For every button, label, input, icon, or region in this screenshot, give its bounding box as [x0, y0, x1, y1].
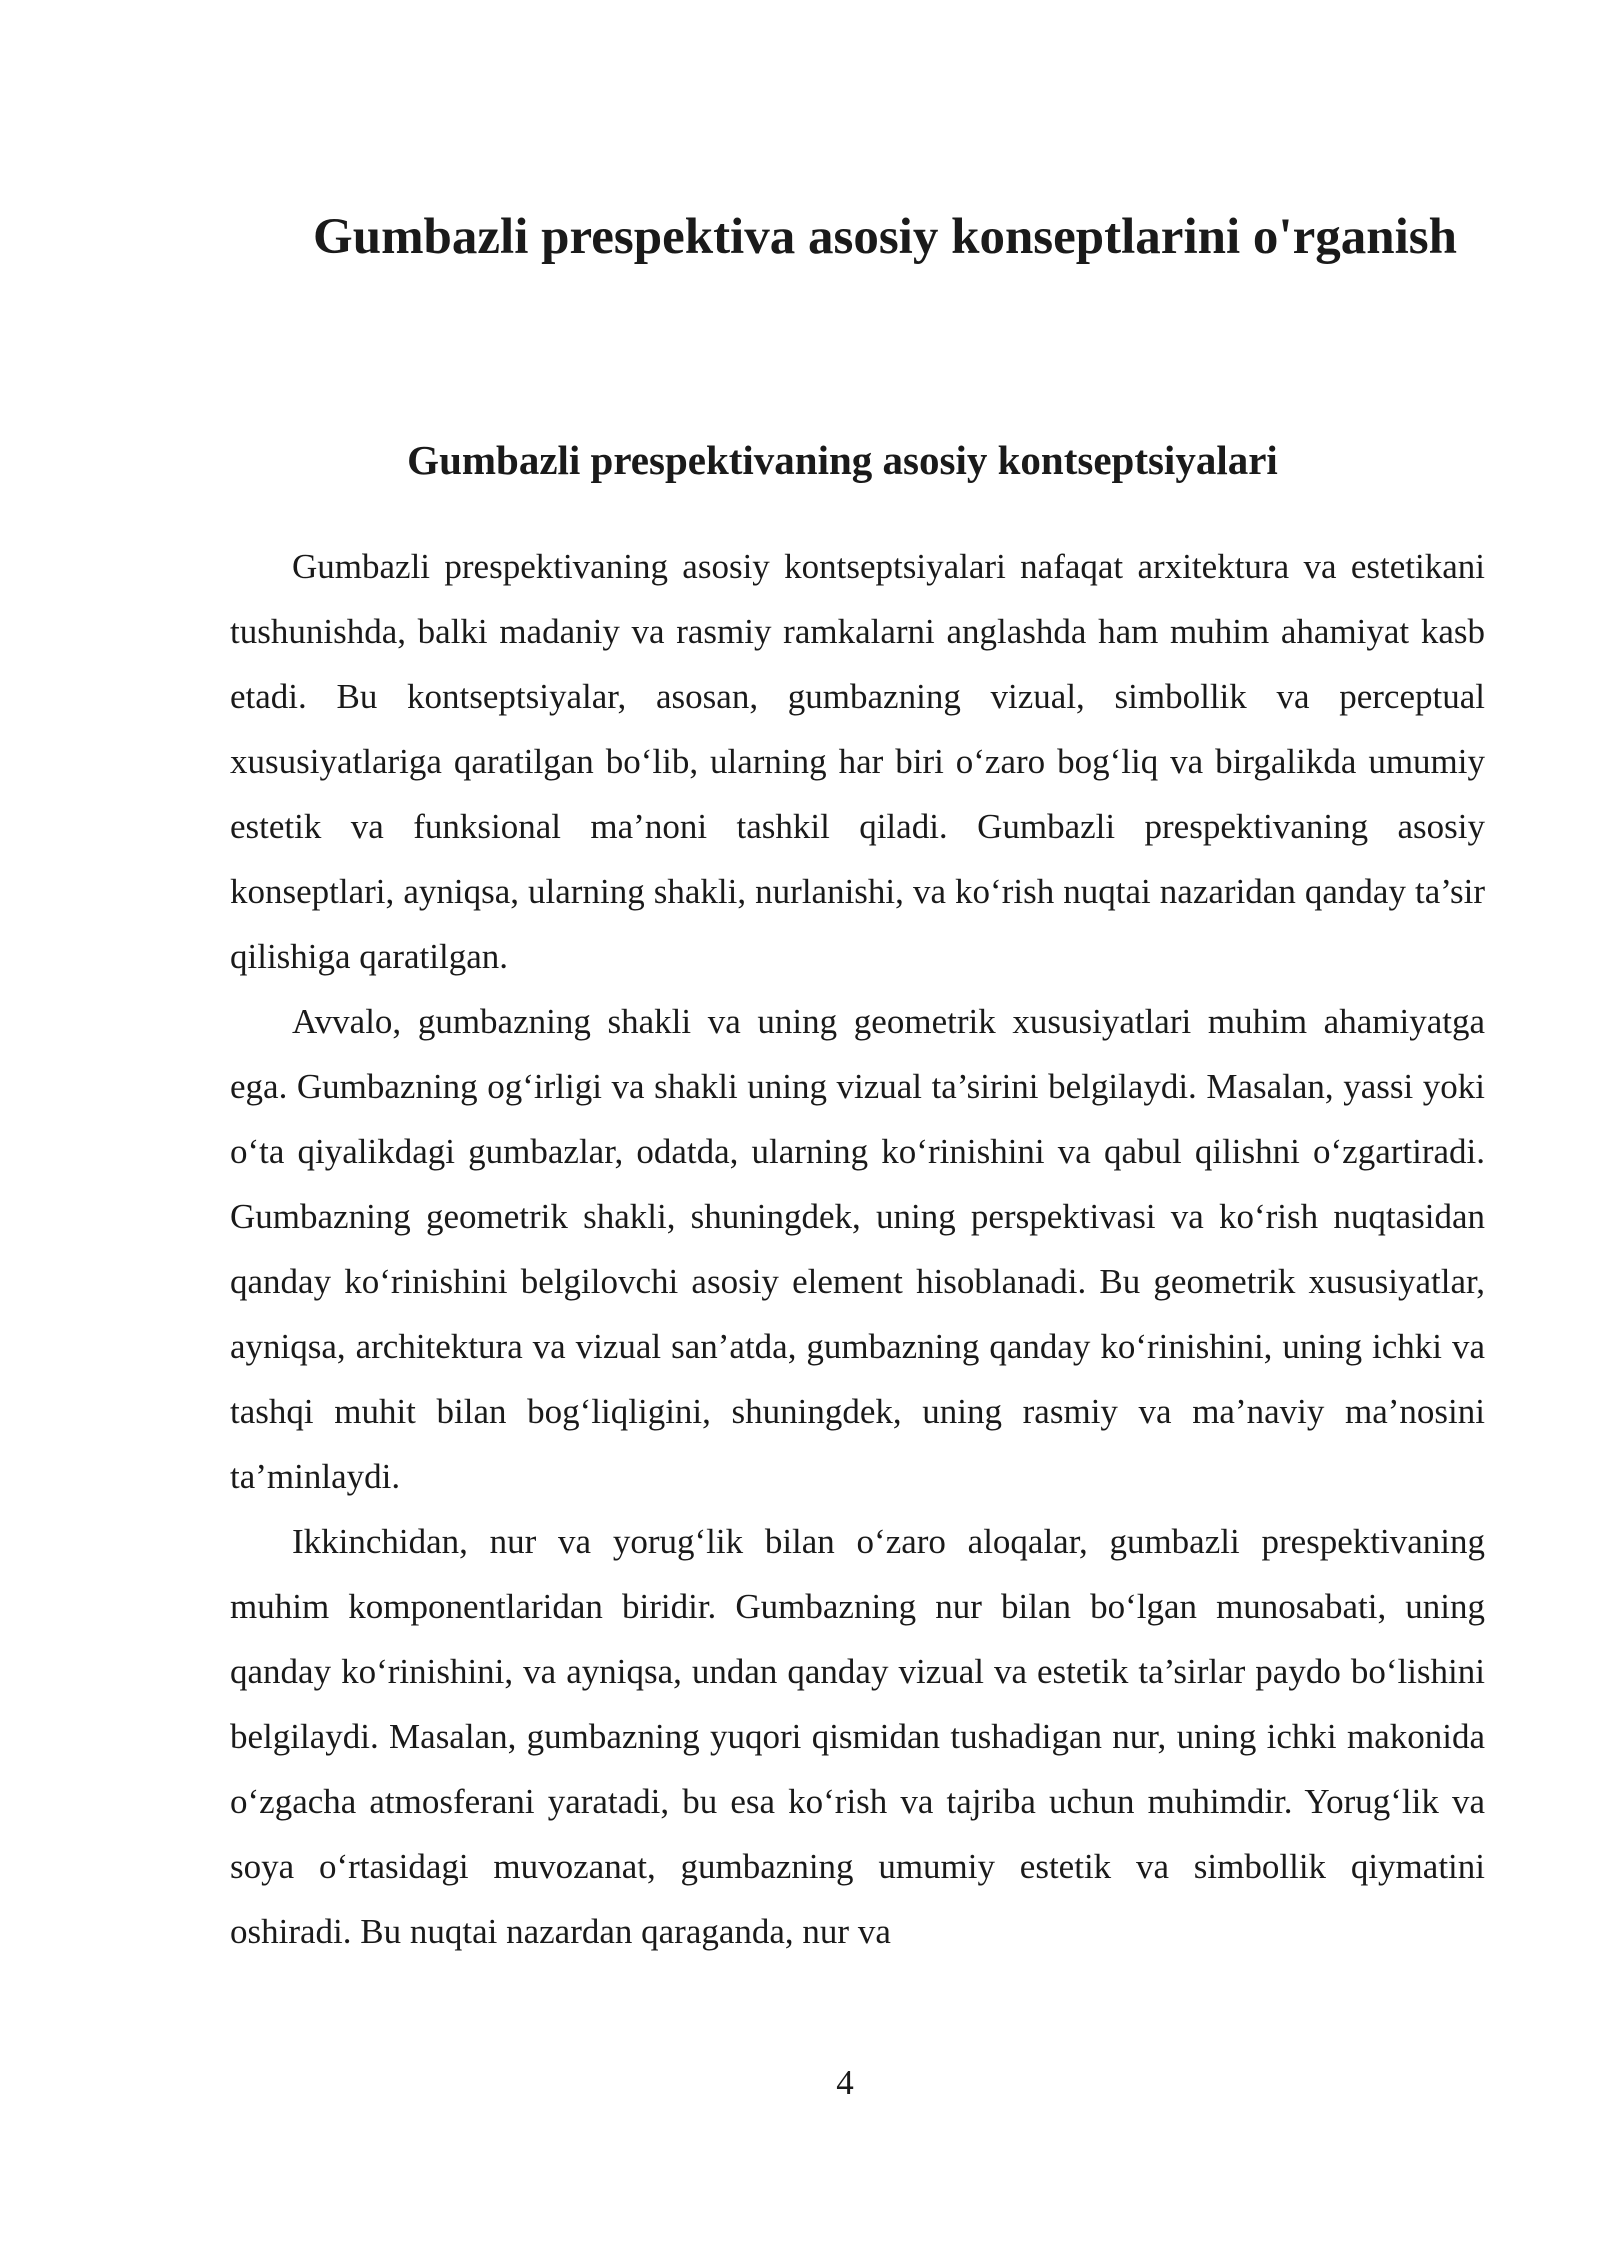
paragraph-2: Avvalo, gumbazning shakli va uning geometrik xususiyatlari muhim ahamiyatga ega. Gumbazning og‘irligi va shakli uning vizual ta’sirini belgilaydi. Masalan, yassi yoki o‘ta qiyalikdagi gumbazlar, odatda, ularning ko‘rinishini va qabul qilishni o‘zgartiradi. Gumbazning geometrik shakli, shuningdek, uning perspektivasi va ko‘rish nuqtasidan qanday ko‘rinishini belgilovchi asosiy element hisoblanadi. Bu geometrik xususiyatlar, ayniqsa, architektura va vizual san’atda, gumbazning qanday ko‘rinishini, uning ichki va tashqi muhit bilan bog‘liqligini, shuningdek, uning rasmiy va ma’naviy ma’nosini ta’minlaydi.	[230, 1002, 1485, 1496]
section-heading: Gumbazli prespektivaning asosiy kontseptsiyalari	[407, 437, 1278, 483]
paragraph-1: Gumbazli prespektivaning asosiy kontseptsiyalari nafaqat arxitektura va estetikani tushunishda, balki madaniy va rasmiy ramkalarni anglashda ham muhim ahamiyat kasb etadi. Bu kontseptsiyalar, asosan, gumbazning vizual, simbollik va perceptual xususiyatlariga qaratilgan bo‘lib, ularning har biri o‘zaro bog‘liq va birgalikda umumiy estetik va funksional ma’noni tashkil qiladi. Gumbazli prespektivaning asosiy konseptlari, ayniqsa, ularning shakli, nurlanishi, va ko‘rish nuqtai nazaridan qanday ta’sir qilishiga qaratilgan.	[230, 547, 1485, 976]
paragraph-3: Ikkinchidan, nur va yorug‘lik bilan o‘zaro aloqalar, gumbazli prespektivaning muhim komponentlaridan biridir. Gumbazning nur bilan bo‘lgan munosabati, uning qanday ko‘rinishini, va ayniqsa, undan qanday vizual va estetik ta’sirlar paydo bo‘lishini belgilaydi. Masalan, gumbazning yuqori qismidan tushadigan nur, uning ichki makonida o‘zgacha atmosferani yaratadi, bu esa ko‘rish va tajriba uchun muhimdir. Yorug‘lik va soya o‘rtasidagi muvozanat, gumbazning umumiy estetik va simbollik qiymatini oshiradi. Bu nuqtai nazardan qaraganda, nur va	[230, 1522, 1485, 1951]
page-number: 4	[836, 2063, 854, 2102]
page-title: Gumbazli prespektiva asosiy konseptlarini o'rganish	[313, 209, 1457, 265]
body-text	[230, 534, 1485, 1964]
